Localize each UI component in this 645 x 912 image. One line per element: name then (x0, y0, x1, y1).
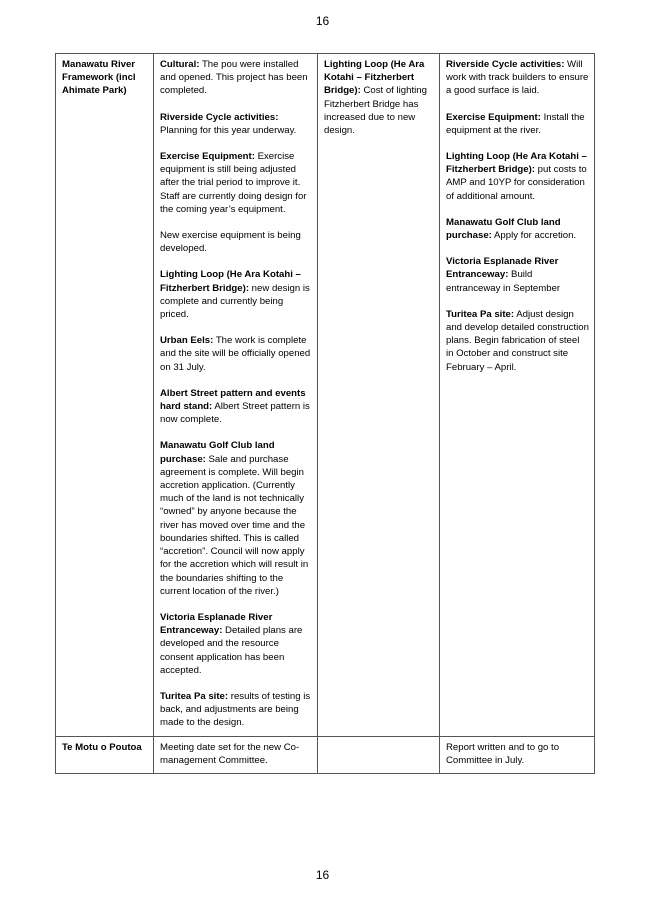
entry-text: results of testing is back, and adjustments are being made to the design. (160, 690, 311, 729)
entry-text: Meeting date set for the new Co-management Committee. (160, 741, 300, 766)
entry-heading: Exercise Equipment: (446, 111, 541, 123)
entry-heading: Lighting Loop (He Ara Kotahi – Fitzherbert Bridge): (160, 269, 301, 294)
project-name: Te Motu o Poutoa (62, 741, 142, 753)
entry-heading: Lighting Loop (He Ara Kotahi – Fitzherbert Bridge): (446, 151, 587, 176)
entry-text: New exercise equipment is being developed. (160, 230, 301, 255)
status-entry (446, 308, 589, 374)
entry-text: Report written and to go to Committee in July. (446, 741, 560, 766)
entry-text: Build entranceway in September (446, 269, 561, 294)
status-entry (160, 268, 312, 321)
entry-text: put costs to AMP and 10YP for consideration of additional amount. (446, 164, 587, 202)
status-entry (446, 150, 589, 203)
entry-text: Install the equipment at the river. (446, 111, 585, 136)
status-entry (160, 229, 312, 255)
entry-text: new design is complete and currently being priced. (160, 282, 310, 321)
entry-heading: Turitea Pa site: (160, 690, 229, 702)
status-entry (160, 58, 312, 98)
entry-text: Exercise equipment is still being adjusted after the trial period to improve it. Staff are currently doing design for the coming year’s equipment. (160, 151, 307, 215)
entry-heading: Cultural: (160, 59, 200, 70)
status-entry (446, 255, 589, 295)
project-name: Manawatu River Framework (incl Ahimate Park) (62, 59, 136, 97)
page-number-top: 16 (315, 14, 330, 28)
status-entry (446, 58, 589, 98)
page-number-bottom: 16 (315, 868, 330, 882)
entry-heading: Lighting Loop (He Ara Kotahi – Fitzherbert Bridge): (324, 59, 425, 97)
entry-heading: Manawatu Golf Club land purchase: (160, 440, 275, 465)
table-body (56, 54, 595, 774)
entry-text: Adjust design and develop detailed construction plans. Begin fabrication of steel in October and construct site February – April. (446, 308, 589, 373)
status-entry (446, 741, 589, 767)
status-entry (160, 611, 312, 677)
project-status-table (55, 53, 595, 774)
entry-heading: Victoria Esplanade River Entranceway: (160, 611, 273, 637)
issues-cell (318, 54, 440, 737)
status-entry (446, 111, 589, 137)
table-row (56, 736, 595, 773)
status-entry (160, 150, 312, 216)
status-entry (160, 741, 312, 767)
status-entry (160, 690, 312, 730)
progress-cell (154, 736, 318, 773)
issues-cell (318, 736, 440, 773)
table-row (56, 54, 595, 737)
status-entry (446, 216, 589, 242)
entry-text: Apply for accretion. (491, 230, 577, 242)
entry-heading: Urban Eels: (160, 335, 214, 347)
project-name-cell (56, 54, 154, 737)
next-steps-cell (440, 736, 595, 773)
entry-text: Cost of lighting Fitzherbert Bridge has increased due to new design. (324, 85, 427, 137)
entry-heading: Manawatu Golf Club land purchase: (446, 216, 561, 242)
entry-heading: Albert Street pattern and events hard stand: (160, 387, 306, 413)
next-steps-cell (440, 54, 595, 737)
project-name-cell (56, 736, 154, 773)
entry-heading: Turitea Pa site: (446, 308, 515, 320)
entry-text: The pou were installed and opened. This project has been completed. (160, 59, 308, 97)
entry-text: Sale and purchase agreement is complete. Will begin accretion application. (Currently much of the land is not technically “owned” by anyone because the river has moved over time and the boundaries shifted. This is called “accretion”. Council will now apply for the accretion which will result in the boundaries shifting to the current location of the river.) (160, 453, 309, 597)
status-entry (160, 387, 312, 427)
entry-heading: Riverside Cycle activities: (160, 111, 279, 123)
entry-heading: Exercise Equipment: (160, 151, 255, 163)
status-entry (160, 111, 312, 137)
status-entry (160, 334, 312, 374)
progress-cell (154, 54, 318, 737)
status-entry (160, 439, 312, 597)
status-entry (324, 58, 434, 137)
entry-heading: Riverside Cycle activities: (446, 59, 565, 70)
entry-text: Detailed plans are developed and the resource consent application has been accepted. (160, 625, 303, 676)
entry-heading: Victoria Esplanade River Entranceway: (446, 256, 559, 281)
entry-text: Will work with track builders to ensure a good surface is laid. (446, 59, 589, 97)
entry-text: The work is complete and the site will be officially opened on 31 July. (160, 335, 311, 373)
entry-text: Planning for this year underway. (160, 124, 297, 136)
entry-text: Albert Street pattern is now complete. (160, 401, 310, 426)
